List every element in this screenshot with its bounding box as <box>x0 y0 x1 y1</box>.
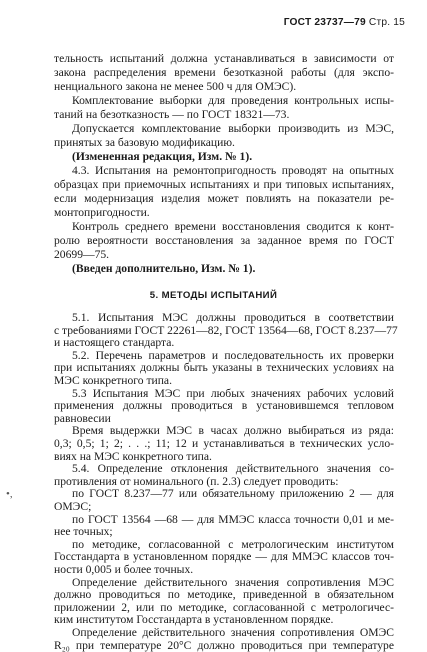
text-line: Время выдержки МЭС в часах должно выбираться из ряда: <box>72 424 394 438</box>
gost-number: ГОСТ 23737—79 <box>283 17 366 28</box>
text-line: приложении 2, или по методике, согласованной с метрологичес- <box>54 600 394 614</box>
text-line: по ГОСТ 13564 —68 — для ММЭС класса точности 0,01 и ме- <box>72 512 394 526</box>
text-line: 0,3; 0,5; 1; 2; . . .; 11; 12 и устанавливаться в технических усло- <box>54 437 394 450</box>
text-line: МЭС конкретного типа. <box>54 374 172 387</box>
text-line: образцах при приемочных испытаниях и при типовых испытаниях, <box>54 178 394 191</box>
text-line: Определение действительного значения сопротивления ОМЭС <box>72 626 394 639</box>
text-line: если модернизация изделия может повлиять на показатели ре- <box>54 192 394 205</box>
amendment-note: (Введен дополнительно, Изм. № 1). <box>72 262 256 275</box>
text-line: нее точных; <box>54 525 113 539</box>
text-line: тельность испытаний должна устанавливаться в зависимости от <box>54 52 394 65</box>
amendment-note: (Измененная редакция, Изм. № 1). <box>72 150 253 163</box>
page-number: Стр. 15 <box>368 17 405 28</box>
section-heading: 5. МЕТОДЫ ИСПЫТАНИЙ <box>149 290 278 301</box>
text-line: 5.4. Определение отклонения действительного значения со- <box>72 462 394 476</box>
text-line: виях на МЭС конкретного типа. <box>54 449 212 463</box>
text-line: закона распределения времени безотказной работы (для экспо- <box>54 66 394 79</box>
text-line: Комплектование выборки для проведения контрольных испы- <box>72 94 394 107</box>
text-line: 20699—75. <box>54 248 110 261</box>
text-line: ролю вероятности восстановления за заданное время по ГОСТ <box>54 234 394 247</box>
text-line: противления от номинального (п. 2.3) следует проводить: <box>54 474 339 488</box>
text-line: 5.2. Перечень параметров и последовательность их проверки <box>72 348 394 362</box>
text-line: Госстандарта в установленном порядке — для ММЭС классов точ- <box>54 550 394 564</box>
text-line: 4.3. Испытания на ремонтопригодность проводят на опытных <box>72 164 394 177</box>
text-line: Допускается комплектование выборки производить из МЭС, <box>72 122 394 135</box>
text-line: 5.1. Испытания МЭС должны проводиться в соответствии <box>72 311 394 324</box>
text-line: применения должны проводиться в установившемся тепловом <box>54 399 394 413</box>
text-line: и настоящего стандарта. <box>54 336 175 350</box>
page-header <box>284 17 405 28</box>
text-line: ности 0,005 и более точных. <box>54 563 194 576</box>
text-line: монтопригодности. <box>54 206 150 219</box>
text-line: должно проводиться по методике, приведенной в обязательном <box>54 588 394 602</box>
text-line: с требованиями ГОСТ 22261—82, ГОСТ 13564—68, ГОСТ 8.237—77 <box>54 323 398 337</box>
text-line: Определение действительного значения сопротивления МЭС <box>72 575 394 589</box>
text-line: 5.3 Испытания МЭС при любых значениях рабочих условий <box>72 386 394 400</box>
text-line: при испытаниях должны быть указаны в технических условиях на <box>54 361 394 375</box>
text-line: равновесии <box>54 411 111 425</box>
text-line: ким институтом Госстандарта в установленном порядке. <box>54 613 334 627</box>
text-line: таний на безотказность — по ГОСТ 18321—73. <box>54 108 290 121</box>
text-line: R₂₀ при температуре 20°С должно проводиться при температуре <box>54 638 394 652</box>
text-line: ненциального закона не менее 500 ч для ОМЭС). <box>54 80 297 93</box>
text-line: по методике, согласованной с метрологическим институтом <box>72 537 394 551</box>
text-line: Контроль среднего времени восстановления сводится к конт- <box>72 220 394 233</box>
text-line: принятых за базовую модификацию. <box>54 136 235 149</box>
text-line: ОМЭС; <box>54 500 92 513</box>
margin-mark: •, <box>6 488 13 500</box>
text-line: по ГОСТ 8.237—77 или обязательному приложению 2 — для <box>72 487 394 501</box>
